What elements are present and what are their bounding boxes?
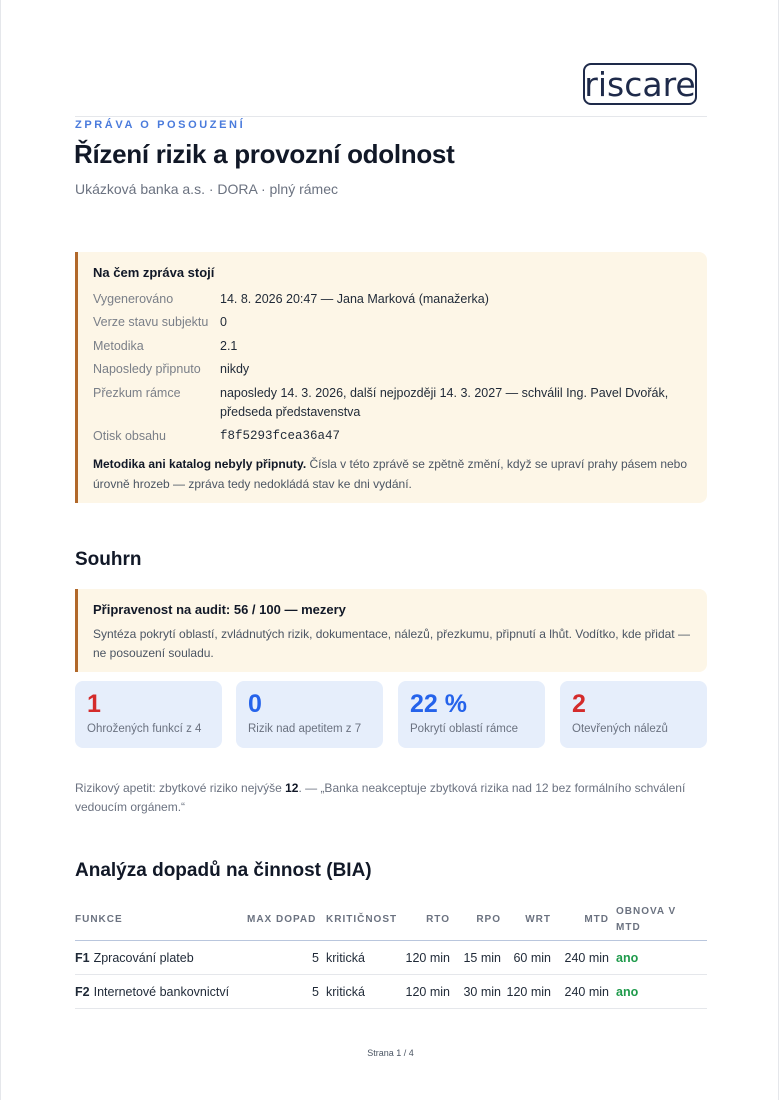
kpi-label: Rizik nad apetitem z 7 <box>248 723 362 735</box>
report-eyebrow: ZPRÁVA O POSOUZENÍ <box>75 119 246 131</box>
criticality-cell: kritická <box>326 951 365 965</box>
wrt-cell: 60 min <box>513 951 551 965</box>
column-header-recovery-in-mtd: OBNOVA V MTD <box>616 906 677 933</box>
last-pinned-label: Naposledy připnuto <box>93 362 201 376</box>
kpi-card-risks-over-appetite <box>236 681 383 748</box>
content-hash-label: Otisk obsahu <box>93 429 166 443</box>
risk-appetite-value: 12 <box>285 781 299 795</box>
column-header-rpo: RPO <box>476 914 501 925</box>
audit-readiness-heading: Připravenost na audit: 56 / 100 — mezery <box>93 602 346 617</box>
kpi-value: 22 % <box>410 690 467 718</box>
kpi-card-framework-coverage <box>398 681 545 748</box>
recovery-cell: ano <box>616 985 639 999</box>
mtd-cell: 240 min <box>564 985 609 999</box>
wrt-cell: 120 min <box>506 985 551 999</box>
column-header-max-impact: MAX DOPAD <box>247 914 317 925</box>
table-row <box>75 975 707 1009</box>
subject-version-value: 0 <box>220 315 227 329</box>
rpo-cell: 30 min <box>463 985 501 999</box>
unpinned-warning <box>93 454 693 494</box>
framework-review-label: Přezkum rámce <box>93 386 181 400</box>
max-impact-cell: 5 <box>312 985 319 999</box>
report-basis-heading: Na čem zpráva stojí <box>93 265 215 280</box>
risk-appetite-statement <box>75 779 705 817</box>
kpi-value: 0 <box>248 690 262 718</box>
risk-appetite-prefix: Rizikový apetit: zbytkové riziko nejvýše <box>75 781 286 795</box>
audit-readiness-text: Syntéza pokrytí oblastí, zvládnutých rizik, dokumentace, nálezů, přezkumu, připnutí a lhůt. Vodítko, kde přidat — ne posouzení souladu. <box>93 627 690 660</box>
function-name: Internetové bankovnictví <box>93 985 230 999</box>
kpi-value: 1 <box>87 690 101 718</box>
max-impact-cell: 5 <box>312 951 319 965</box>
framework-review-value: naposledy 14. 3. 2026, další nejpozději 14. 3. 2027 — schválil Ing. Pavel Dvořák, předseda představenstva <box>220 386 669 419</box>
rto-cell: 120 min <box>405 951 450 965</box>
summary-title: Souhrn <box>75 549 142 570</box>
kpi-card-open-findings <box>560 681 707 748</box>
function-cell <box>75 941 194 975</box>
page-number: Strana 1 / 4 <box>367 1048 414 1058</box>
content-hash-value: f8f5293fcea36a47 <box>220 429 341 443</box>
last-pinned-value: nikdy <box>220 362 250 376</box>
report-basis-callout <box>75 252 707 503</box>
riscare-logo: riscare <box>584 64 696 104</box>
methodology-label: Metodika <box>93 339 144 353</box>
recovery-cell: ano <box>616 951 639 965</box>
kpi-label: Otevřených nálezů <box>572 723 668 735</box>
column-header-rto: RTO <box>426 914 450 925</box>
rto-cell: 120 min <box>405 985 450 999</box>
unpinned-warning-text: Čísla v této zprávě se zpětně změní, když se upraví prahy pásem nebo úrovně hrozeb — zpráva tedy nedokládá stav ke dni vydání. <box>93 457 688 491</box>
bia-title: Analýza dopadů na činnost (BIA) <box>75 860 372 881</box>
table-row <box>75 941 707 975</box>
kpi-card-threatened-functions <box>75 681 222 748</box>
header-divider <box>75 116 707 117</box>
methodology-value: 2.1 <box>220 339 238 353</box>
kpi-label: Ohrožených funkcí z 4 <box>87 723 202 735</box>
column-header-mtd: MTD <box>584 914 609 925</box>
audit-readiness-callout <box>75 589 707 672</box>
mtd-cell: 240 min <box>564 951 609 965</box>
risk-appetite-suffix: . — „Banka neakceptuje zbytková rizika nad 12 bez formálního schválení vedoucím orgánem.“ <box>75 781 686 814</box>
function-code: F1 <box>75 951 90 965</box>
column-header-wrt: WRT <box>525 914 551 925</box>
report-subtitle: Ukázková banka a.s. · DORA · plný rámec <box>75 181 338 197</box>
column-header-function: FUNKCE <box>75 914 123 925</box>
unpinned-warning-strong: Metodika ani katalog nebyly připnuty. <box>93 457 307 471</box>
subject-version-label: Verze stavu subjektu <box>93 315 209 329</box>
rpo-cell: 15 min <box>463 951 501 965</box>
generated-value: 14. 8. 2026 20:47 — Jana Marková (manažerka) <box>220 292 489 306</box>
generated-label: Vygenerováno <box>93 292 174 306</box>
column-header-criticality: KRITIČNOST <box>326 914 398 925</box>
kpi-value: 2 <box>572 690 586 718</box>
function-cell <box>75 975 229 1009</box>
report-title: Řízení rizik a provozní odolnost <box>74 139 455 169</box>
function-code: F2 <box>75 985 90 999</box>
function-name: Zpracování plateb <box>93 951 194 965</box>
criticality-cell: kritická <box>326 985 365 999</box>
kpi-label: Pokrytí oblastí rámce <box>410 723 519 735</box>
